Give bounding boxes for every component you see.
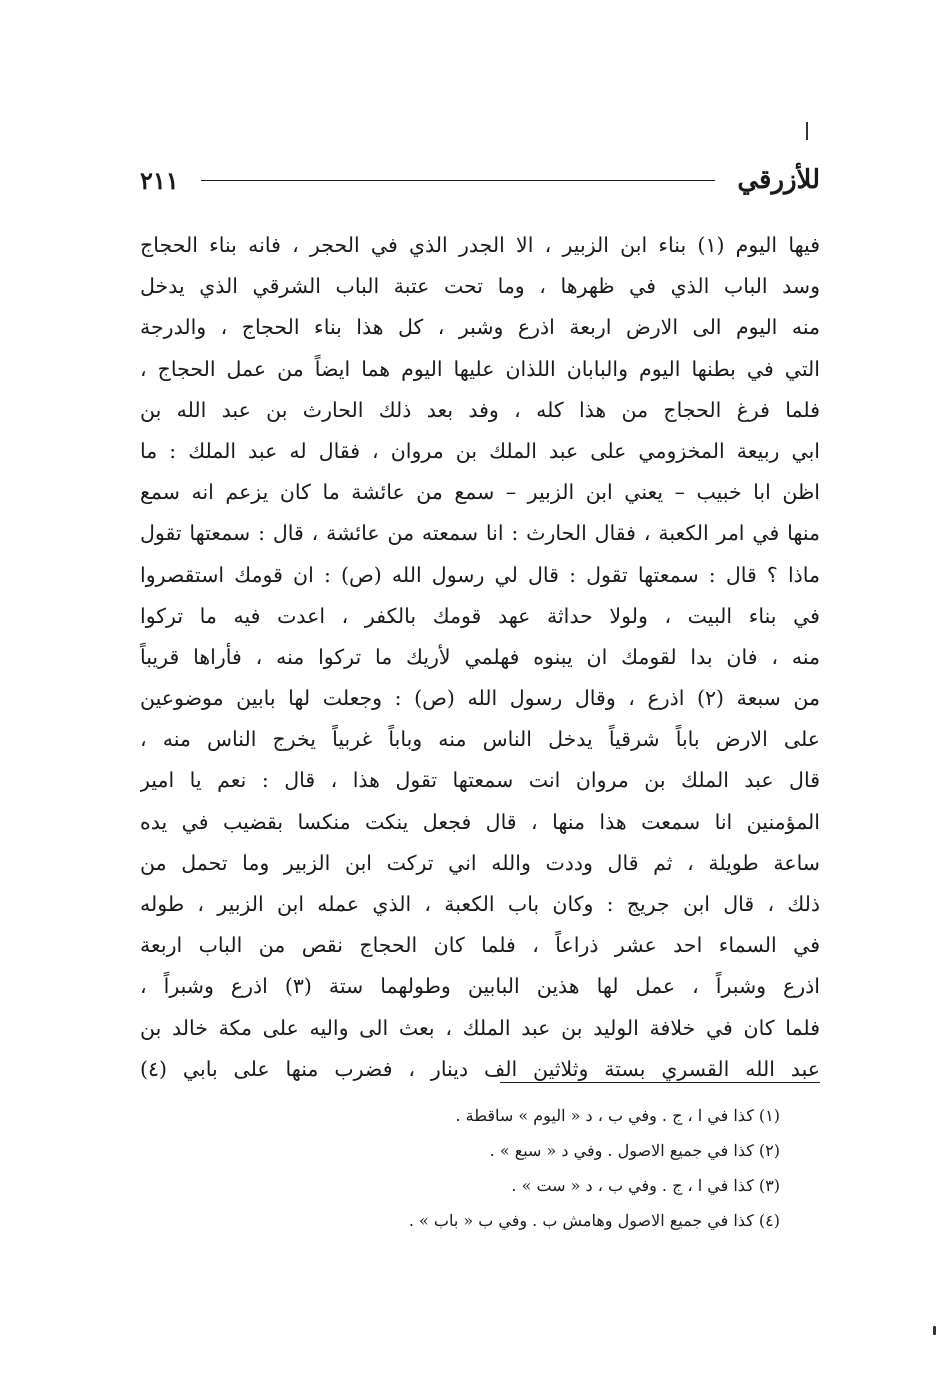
margin-mark [806,122,808,140]
text-line: عبد الله القسري بستة وثلاثين الف دينار ، فضرب منها على بابي (٤) [140,1056,820,1081]
footnote: (٢) كذا في جميع الاصول . وفي د « سبع » . [489,1141,780,1160]
text-line: في السماء احد عشر ذراعاً ، فلما كان الحجاج نقص من الباب اربعة [140,933,820,958]
text-line: اظن ابا خبيب – يعني ابن الزبير – سمع من عائشة ما كان يزعم انه سمع [140,480,820,505]
text-line: ذلك ، قال ابن جريج : وكان باب الكعبة ، الذي عمله ابن الزبير ، طوله [140,892,820,916]
footnote: (٣) كذا في ا ، ج . وفي ب ، د « ست » . [511,1176,780,1195]
text-line: التي في بطنها اليوم والبابان اللذان عليها اليوم هما ايضاً من عمل الحجاج ، [140,356,820,381]
page-number: ٢١١ [140,165,179,195]
text-line: وسد الباب الذي في ظهرها ، وما تحت عتبة الباب الشرقي الذي يدخل [140,274,820,299]
body-text [140,225,820,1090]
footnotes [300,1098,780,1238]
page-header [140,160,820,200]
footnote: (١) كذا في ا ، ج . وفي ب ، د « اليوم » ساقطة . [455,1106,780,1125]
text-line: فلما فرغ الحجاج من هذا كله ، وفد بعد ذلك الحارث بن عبد الله بن [140,397,820,422]
text-line: منها في امر الكعبة ، فقال الحارث : انا سمعته من عائشة ، قال : سمعتها تقول [140,521,820,546]
running-title: للأزرقي [737,165,820,195]
text-line: منه ، فان بدا لقومك ان يبنوه فهلمي لأريك ما تركوا منه ، فأراها قريباً [140,644,820,669]
footnote: (٤) كذا في جميع الاصول وهامش ب . وفي ب « باب » . [408,1211,780,1230]
text-line: من سبعة (٢) اذرع ، وقال رسول الله (ص) : وجعلت لها بابين موضوعين [140,686,820,711]
text-line: فلما كان في خلافة الوليد بن عبد الملك ، بعث الى واليه على مكة خالد بن [140,1015,820,1040]
margin-mark [933,1326,936,1335]
text-line: على الارض باباً شرقياً يدخل الناس منه وباباً غربياً يخرج الناس منه ، [140,727,820,752]
text-line: قال عبد الملك بن مروان انت سمعتها تقول هذا ، قال : نعم يا امير [140,768,820,793]
text-line: ساعة طويلة ، ثم قال وددت والله اني تركت ابن الزبير وما تحمل من [140,850,820,875]
text-line: المؤمنين انا سمعت هذا منها ، قال فجعل ينكت منكسا بقضيب في يده [140,809,820,834]
footnote-separator [500,1082,820,1083]
text-line: منه اليوم الى الارض اربعة اذرع وشبر ، كل هذا بناء الحجاج ، والدرجة [140,315,820,340]
text-line: فيها اليوم (١) بناء ابن الزبير ، الا الجدر الذي في الحجر ، فانه بناء الحجاج [140,233,820,257]
text-line: اذرع وشبراً ، عمل لها هذين البابين وطولهما ستة (٣) اذرع وشبراً ، [140,974,820,999]
text-line: في بناء البيت ، ولولا حداثة عهد قومك بالكفر ، اعدت فيه ما تركوا [140,603,820,628]
header-rule [201,180,716,181]
text-line: ماذا ؟ قال : سمعتها تقول : قال لي رسول الله (ص) : ان قومك استقصروا [140,562,820,587]
text-line: ابي ربيعة المخزومي على عبد الملك بن مروان ، فقال له عبد الملك : ما [140,438,820,463]
